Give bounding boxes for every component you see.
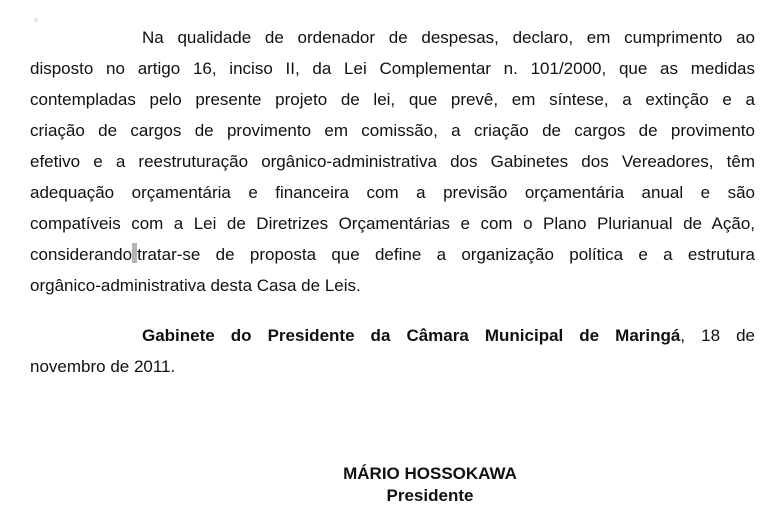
text-line[interactable]: criação de cargos de provimento em comissão, a criação de cargos de provimento [30, 121, 755, 140]
paragraph-declaration [30, 22, 755, 301]
closing-line-bold: Gabinete do Presidente da Câmara Municipal de Maringá [142, 326, 681, 345]
document-page[interactable] [30, 22, 755, 382]
signature-name: MÁRIO HOSSOKAWA [343, 464, 517, 483]
text-line[interactable]: orgânico-administrativa desta Casa de Leis. [30, 276, 361, 295]
text-line[interactable]: compatíveis com a Lei de Diretrizes Orçamentárias e com o Plano Plurianual de Ação, [30, 214, 755, 233]
text-line-with-cursor[interactable] [30, 239, 755, 270]
text-line[interactable]: efetivo e a reestruturação orgânico-administrativa dos Gabinetes dos Vereadores, têm [30, 152, 755, 171]
closing-line-date: , 18 de [680, 326, 755, 345]
text-line[interactable]: disposto no artigo 16, inciso II, da Lei Complementar n. 101/2000, que as medidas [30, 59, 755, 78]
text-line[interactable]: novembro de 2011. [30, 357, 176, 376]
paragraph-closing [30, 320, 755, 382]
text-line[interactable]: Na qualidade de ordenador de despesas, declaro, em cumprimento ao [142, 28, 755, 47]
text-line[interactable]: adequação orçamentária e financeira com a previsão orçamentária anual e são [30, 183, 755, 202]
signature-block [343, 463, 517, 507]
closing-line[interactable] [30, 320, 755, 351]
signature-title: Presidente [386, 486, 474, 505]
text-line[interactable]: contempladas pelo presente projeto de lei, que prevê, em síntese, a extinção e a [30, 90, 755, 109]
text-after-cursor: tratar-se de proposta que define a organização política e a estrutura [137, 245, 755, 264]
text-before-cursor: considerando [30, 245, 133, 264]
